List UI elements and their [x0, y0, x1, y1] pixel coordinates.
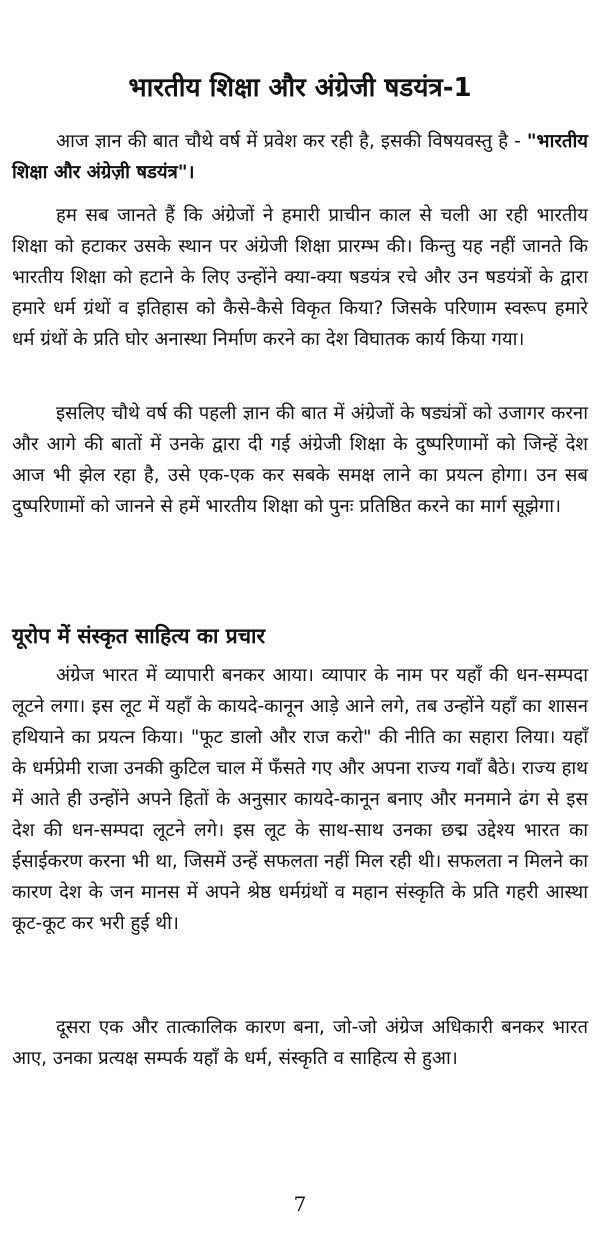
paragraph-4: अंग्रेज भारत में व्यापारी बनकर आया। व्यापार के नाम पर यहाँ की धन-सम्पदा लूटने लगा। इस लूट में यहाँ के कायदे-कानून आड़े आने लगे, तब उन्होंने यहाँ का शासन हथियाने का प्रयत्न किया। "फूट डालो और राज करो" की नीति का सहारा लिया। यहाँ के धर्मप्रेमी राजा उनकी कुटिल चाल में फँसते गए और अपना राज्य गवाँ बैठे। राज्य हाथ में आते ही उन्होंने अपने हितों के अनुसार कायदे-कानून बनाए और मनमाने ढंग से इस देश की धन-सम्पदा लूटने लगे। इस लूट के साथ-साथ उनका छद्म उद्देश्य भारत का ईसाईकरण करना भी था, जिसमें उन्हें सफलता नहीं मिल रही थी। सफलता न मिलने का कारण देश के जन मानस में अपने श्रेष्ठ धर्मग्रंथों व महान संस्कृति के प्रति गहरी आस्था कूट-कूट कर भरी हुई थी। [12, 665, 588, 934]
paragraph-2: हम सब जानते हैं कि अंग्रेजों ने हमारी प्राचीन काल से चली आ रही भारतीय शिक्षा को हटाकर उसके स्थान पर अंग्रेजी शिक्षा प्रारम्भ की। किन्तु यह नहीं जानते कि भारतीय शिक्षा को हटाने के लिए उन्होंने क्या-क्या षडयंत्र रचे और उन षडयंत्रों के द्वारा हमारे धर्म ग्रंथों व इतिहास को कैसे-कैसे विकृत किया? जिसके परिणाम स्वरूप हमारे धर्म ग्रंथों के प्रति घोर अनास्था निर्माण करने का देश विघातक कार्य किया गया। [12, 205, 588, 350]
subject-quote: "भारतीय शिक्षा और अंग्रेज़ी षडयंत्र"। [12, 131, 588, 183]
page-number: 7 [293, 1192, 307, 1216]
page-title: भारतीय शिक्षा और अंग्रेजी षडयंत्र-1 [128, 73, 472, 103]
paragraph-5: दूसरा एक और तात्कालिक कारण बना, जो-जो अंग्रेज अधिकारी बनकर भारत आए, उनका प्रत्यक्ष सम्पर्क यहाँ के धर्म, संस्कृति व साहित्य से हुआ। [12, 1017, 588, 1069]
section-heading: यूरोप में संस्कृत साहित्य का प्रचार [12, 624, 266, 648]
paragraph-3: इसलिए चौथे वर्ष की पहली ज्ञान की बात में अंग्रेजों के षड्यंत्रों को उजागर करना और आगे की बातों में उनके द्वारा दी गई अंग्रेजी शिक्षा के दुष्परिणामों को जिन्हें देश आज भी झेल रहा है, उसे एक-एक कर सबके समक्ष लाने का प्रयत्न होगा। उन सब दुष्परिणामों को जानने से हमें भारतीय शिक्षा को पुनः प्रतिष्ठित करने का मार्ग सूझेगा। [12, 403, 588, 517]
intro-text: आज ज्ञान की बात चौथे वर्ष में प्रवेश कर रही है, इसकी विषयवस्तु है - [56, 131, 527, 152]
intro-paragraph [12, 126, 588, 188]
